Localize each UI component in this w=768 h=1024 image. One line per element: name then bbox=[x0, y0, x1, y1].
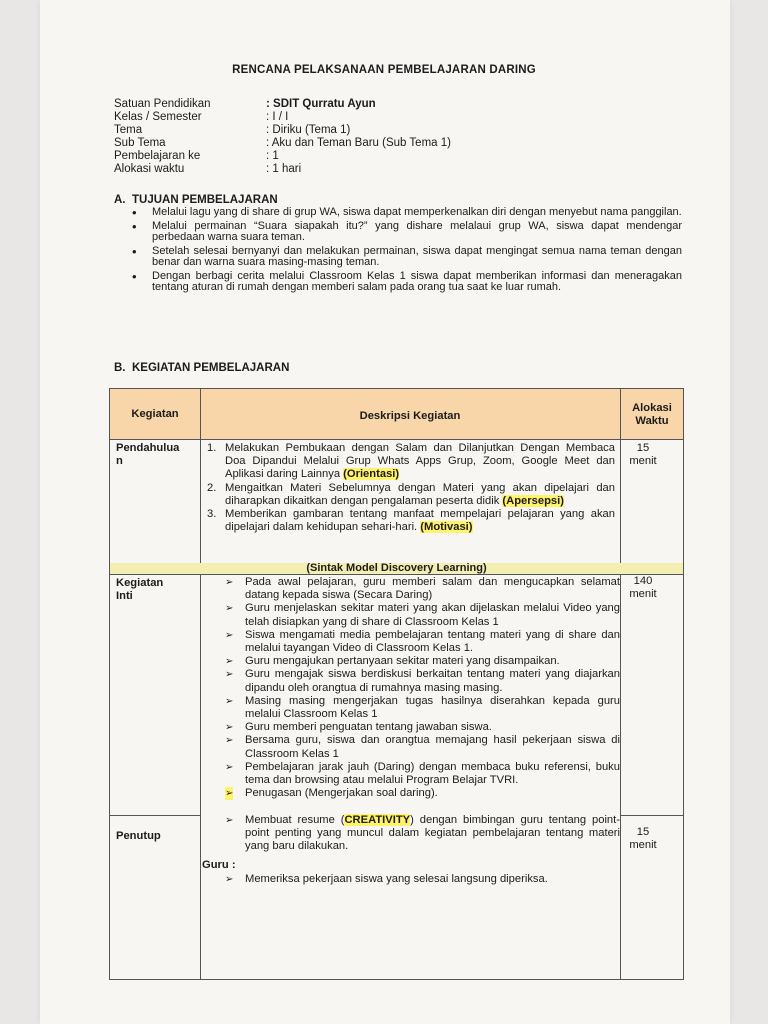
time-value: 140 bbox=[633, 575, 653, 587]
identity-label: Kelas / Semester bbox=[114, 111, 202, 123]
time-unit: menit bbox=[629, 839, 657, 851]
column-divider bbox=[200, 439, 201, 563]
list-item: ➢ Siswa mengamati media pembelajaran tentang materi yang di share dan melalui tayangan Video di Classroom Kelas 1. bbox=[225, 629, 620, 655]
header-alokasi-line: Alokasi bbox=[632, 402, 672, 414]
identity-row bbox=[114, 150, 451, 163]
identity-label: Sub Tema bbox=[114, 137, 166, 149]
table-header bbox=[110, 389, 683, 440]
inti-list bbox=[225, 576, 620, 800]
identity-row bbox=[114, 124, 451, 137]
row-label-line: n bbox=[116, 455, 123, 467]
item-text: Membuat resume ( bbox=[245, 814, 345, 826]
list-item: ➢ Pembelajaran jarak jauh (Daring) dengan membaca buku referensi, buku tema dan browsing atau melalui Program Belajar TVRI. bbox=[225, 761, 620, 787]
header-alokasi-line: Waktu bbox=[635, 415, 669, 427]
list-item bbox=[205, 442, 615, 482]
identity-label: Pembelajaran ke bbox=[114, 150, 201, 162]
penutup-list bbox=[225, 814, 620, 854]
identity-table bbox=[114, 98, 451, 176]
identity-label: Alokasi waktu bbox=[114, 163, 185, 175]
list-item: ➢ Bersama guru, siswa dan orangtua memajang hasil pekerjaan siswa di Classroom Kelas 1 bbox=[225, 734, 620, 760]
row-divider bbox=[620, 815, 683, 816]
identity-row bbox=[114, 163, 451, 176]
time-unit: menit bbox=[629, 588, 657, 600]
row-label-inti bbox=[116, 577, 163, 603]
sintak-banner: (Sintak Model Discovery Learning) bbox=[110, 563, 683, 574]
list-item: ➢ Guru mengajak siswa berdiskusi berkaitan tentang materi yang diajarkan dipandu oleh orangtua di rumahnya masing masing. bbox=[225, 668, 620, 694]
row-label-pendahuluan bbox=[116, 442, 179, 468]
list-item bbox=[205, 482, 615, 508]
item-text: Melakukan Pembukaan dengan Salam dan Dilanjutkan Dengan Membaca Doa Dipandui Melalui Grup Whats Apps Grup, Zoom, Google Meet dan Aplikasi daring Lainnya bbox=[225, 442, 615, 481]
identity-label: Satuan Pendidikan bbox=[114, 98, 211, 110]
row-label-line: Inti bbox=[116, 590, 133, 602]
column-divider bbox=[200, 389, 201, 439]
list-item: ➢ Pada awal pelajaran, guru memberi salam dan mengucapkan selamat datang kepada siswa (Secara Daring) bbox=[225, 576, 620, 602]
time-value: 15 bbox=[636, 442, 650, 454]
row-divider bbox=[110, 574, 683, 575]
list-item bbox=[205, 508, 615, 534]
list-item: ➢ Memeriksa pekerjaan siswa yang selesai langsung diperiksa. bbox=[225, 873, 620, 886]
identity-value: : SDIT Qurratu Ayun bbox=[266, 98, 376, 110]
header-alokasi bbox=[620, 402, 684, 428]
item-number: 1. bbox=[207, 442, 217, 454]
guru-label: Guru : bbox=[202, 859, 236, 871]
identity-row bbox=[114, 98, 451, 111]
identity-label: Tema bbox=[114, 124, 143, 136]
item-number: 2. bbox=[207, 481, 217, 494]
header-deskripsi: Deskripsi Kegiatan bbox=[359, 410, 461, 422]
section-letter: A. bbox=[114, 194, 126, 206]
list-item: ➢ Guru mengajukan pertanyaan sekitar materi yang disampaikan. bbox=[225, 655, 620, 668]
row-label-line: Pendahulua bbox=[116, 442, 180, 454]
section-letter: B. bbox=[114, 362, 126, 374]
highlight-tag: (Apersepsi) bbox=[502, 494, 564, 507]
identity-value: : 1 bbox=[266, 150, 279, 162]
item-text: Mengaitkan Materi Sebelumnya dengan Materi yang akan dipelajari dan diharapkan dikaitkan dengan pengalaman peserta didik bbox=[225, 481, 615, 507]
document-title: RENCANA PELAKSANAAN PEMBELAJARAN DARING bbox=[232, 64, 536, 76]
identity-value: : Diriku (Tema 1) bbox=[266, 124, 351, 136]
identity-row bbox=[114, 111, 451, 124]
highlight-tag: (Motivasi) bbox=[420, 521, 473, 534]
goals-list bbox=[122, 207, 682, 296]
guru-list bbox=[225, 873, 620, 886]
goal-item: • Melalui lagu yang di share di grup WA, siswa dapat memperkenalkan diri dengan menyebut nama panggilan. bbox=[122, 207, 682, 219]
identity-row bbox=[114, 137, 451, 150]
section-a-heading bbox=[114, 194, 278, 206]
section-title: KEGIATAN PEMBELAJARAN bbox=[132, 362, 290, 374]
row-label-penutup: Penutup bbox=[116, 830, 161, 842]
activity-table bbox=[109, 388, 684, 980]
list-item bbox=[225, 814, 620, 854]
identity-value: : I / I bbox=[266, 111, 289, 123]
time-pendahuluan bbox=[608, 442, 678, 468]
section-title: TUJUAN PEMBELAJARAN bbox=[132, 194, 278, 206]
highlight-tag: (Orientasi) bbox=[343, 468, 400, 481]
list-item: ➢ Penugasan (Mengerjakan soal daring). bbox=[225, 787, 620, 800]
column-divider bbox=[620, 389, 621, 979]
list-item: ➢ Guru memberi penguatan tentang jawaban siswa. bbox=[225, 721, 620, 734]
item-text: Memberikan gambaran tentang manfaat mempelajari pelajaran yang akan dipelajari dalam kehidupan sehari-hari. bbox=[225, 508, 615, 534]
time-value: 15 bbox=[636, 826, 650, 838]
goal-item: • Dengan berbagi cerita melalui Classroom Kelas 1 siswa dapat memberikan informasi dan meneragakan tentang aturan di rumah dengan memberi salam pada orang tua saat ke luar rumah. bbox=[122, 271, 682, 294]
column-divider bbox=[200, 574, 201, 979]
row-label-line: Kegiatan bbox=[116, 577, 164, 589]
pendahuluan-list bbox=[205, 442, 615, 534]
item-text: ) dengan bimbingan guru tentang point-point penting yang muncul dalam kegiatan pembelajaran tentang materi yang baru dilakukan. bbox=[245, 814, 620, 853]
list-item: ➢ Guru menjelaskan sekitar materi yang akan dijelaskan melalui Video yang telah disiapkan yang di share di Classroom Kelas 1 bbox=[225, 602, 620, 628]
time-unit: menit bbox=[629, 455, 657, 467]
row-divider bbox=[110, 815, 200, 816]
item-number: 3. bbox=[207, 508, 217, 521]
identity-value: : 1 hari bbox=[266, 163, 302, 175]
goal-item: • Melalui permainan “Suara siapakah itu?” yang dishare melalaui grup WA, siswa dapat mendengar perbedaan warna suara teman. bbox=[122, 221, 682, 244]
highlight-tag: CREATIVITY bbox=[344, 814, 411, 826]
section-b-heading bbox=[114, 362, 289, 374]
identity-value: : Aku dan Teman Baru (Sub Tema 1) bbox=[266, 137, 451, 149]
goal-item: • Setelah selesai bernyanyi dan melakukan permainan, siswa dapat mengingat semua nama teman dengan benar dan warna suara masing-masing teman. bbox=[122, 246, 682, 269]
list-item: ➢ Masing masing mengerjakan tugas hasilnya diserahkan kepada guru melalui Classroom Kelas 1 bbox=[225, 695, 620, 721]
header-kegiatan: Kegiatan bbox=[131, 408, 179, 420]
